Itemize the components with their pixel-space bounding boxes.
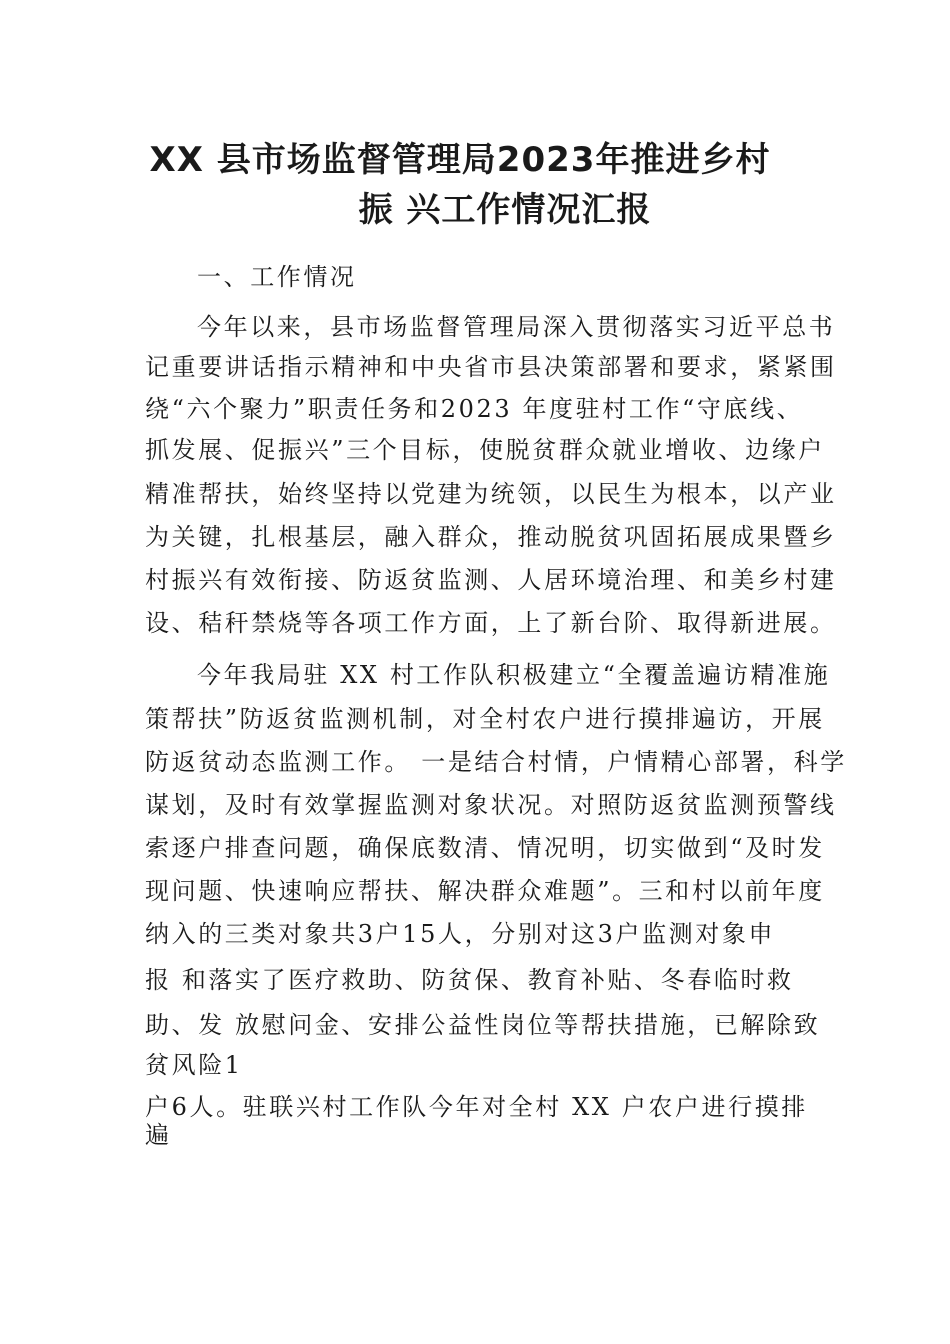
paragraph-line: 纳入的三类对象共3户15人，分别对这3户监测对象申 xyxy=(145,920,776,948)
paragraph-line: 村振兴有效衔接、防返贫监测、人居环境治理、和美乡村建 xyxy=(145,566,837,594)
paragraph-line: 遍 xyxy=(145,1121,172,1149)
paragraph-line: 绕“六个聚力”职责任务和2023 年度驻村工作“守底线、 xyxy=(145,395,804,423)
document-title-line-1: XX 县市场监督管理局2023年推进乡村 xyxy=(149,140,771,180)
paragraph-line: 贫风险1 xyxy=(145,1051,243,1079)
paragraph-line: 谋划，及时有效掌握监测对象状况。对照防返贫监测预警线 xyxy=(145,791,837,819)
paragraph-line: 记重要讲话指示精神和中央省市县决策部署和要求，紧紧围 xyxy=(145,353,837,381)
paragraph-line: 索逐户排查问题，确保底数清、情况明，切实做到“及时发 xyxy=(145,834,825,862)
paragraph-line: 设、秸秆禁烧等各项工作方面，上了新台阶、取得新进展。 xyxy=(145,609,837,637)
paragraph-line: 抓发展、促振兴”三个目标，使脱贫群众就业增收、边缘户 xyxy=(145,436,825,464)
paragraph-line: 为关键，扎根基层，融入群众，推动脱贫巩固拓展成果暨乡 xyxy=(145,523,837,551)
paragraph-line: 报 和落实了医疗救助、防贫保、教育补贴、冬春临时救 xyxy=(145,966,794,994)
paragraph-line: 今年以来，县市场监督管理局深入贯彻落实习近平总书 xyxy=(197,313,836,341)
document-title-line-2: 振 兴工作情况汇报 xyxy=(358,190,652,230)
paragraph-line: 户6人。驻联兴村工作队今年对全村 XX 户农户进行摸排 xyxy=(145,1093,808,1121)
paragraph-line: 今年我局驻 XX 村工作队积极建立“全覆盖遍访精准施 xyxy=(197,661,831,689)
paragraph-line: 精准帮扶，始终坚持以党建为统领，以民生为根本，以产业 xyxy=(145,480,837,508)
paragraph-line: 助、发 放慰问金、安排公益性岗位等帮扶措施，已解除致 xyxy=(145,1011,821,1039)
paragraph-line: 策帮扶”防返贫监测机制，对全村农户进行摸排遍访，开展 xyxy=(145,705,825,733)
paragraph-line: 防返贫动态监测工作。 一是结合村情，户情精心部署，科学 xyxy=(145,748,847,776)
paragraph-line: 现问题、快速响应帮扶、解决群众难题”。三和村以前年度 xyxy=(145,877,825,905)
section-heading: 一、工作情况 xyxy=(197,263,357,291)
